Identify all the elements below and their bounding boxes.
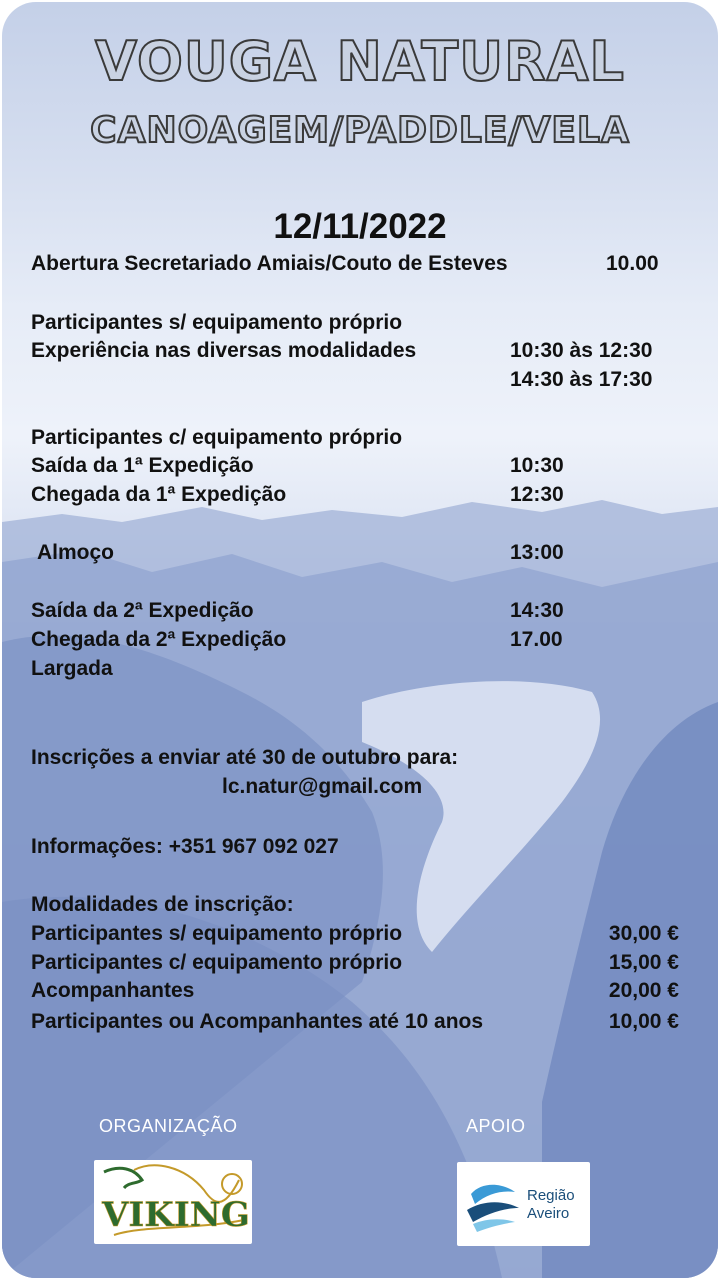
second-departure-time: 14:30	[510, 599, 564, 622]
event-title: VOUGA NATURAL	[95, 30, 625, 93]
fee-item-label: Participantes c/ equipamento próprio	[31, 951, 403, 974]
lunch-label: Almoço	[37, 541, 115, 564]
organization-label: ORGANIZAÇÃO	[99, 1116, 238, 1136]
poster	[2, 2, 718, 1278]
support-label: APOIO	[466, 1116, 526, 1136]
no-equipment-heading: Participantes s/ equipamento próprio	[31, 311, 403, 334]
viking-logo	[94, 1160, 252, 1244]
experience-time-morning: 10:30 às 12:30	[510, 339, 653, 362]
fees-heading: Modalidades de inscrição:	[31, 893, 294, 916]
second-arrival-time: 17.00	[510, 628, 563, 651]
first-departure-time: 10:30	[510, 454, 564, 477]
with-equipment-heading: Participantes c/ equipamento próprio	[31, 426, 403, 449]
opening-time: 10.00	[606, 252, 659, 275]
regiao-logo-line2: Aveiro	[527, 1205, 570, 1222]
fee-item-price: 15,00 €	[608, 951, 679, 974]
viking-logo-text: VIKING	[102, 1195, 250, 1235]
first-arrival-label: Chegada da 1ª Expedição	[31, 483, 287, 506]
second-departure-label: Saída da 2ª Expedição	[31, 599, 254, 622]
regiao-aveiro-logo	[457, 1162, 590, 1246]
fee-item-label: Participantes ou Acompanhantes até 10 anos	[31, 1010, 484, 1033]
event-subtitle: CANOAGEM/PADDLE/VELA	[90, 110, 630, 151]
fee-item-label: Participantes s/ equipamento próprio	[31, 922, 403, 945]
event-date: 12/11/2022	[273, 207, 447, 246]
first-departure-label: Saída da 1ª Expedição	[31, 454, 254, 477]
opening-label: Abertura Secretariado Amiais/Couto de Esteves	[31, 252, 508, 275]
registration-text: Inscrições a enviar até 30 de outubro para:	[31, 746, 459, 769]
second-arrival-label: Chegada da 2ª Expedição	[31, 628, 287, 651]
registration-email[interactable]: lc.natur@gmail.com	[222, 775, 423, 798]
fee-item-price: 10,00 €	[608, 1010, 679, 1033]
experience-label: Experiência nas diversas modalidades	[31, 339, 417, 362]
first-arrival-time: 12:30	[510, 483, 564, 506]
release-label: Largada	[31, 657, 113, 680]
info-phone: Informações: +351 967 092 027	[31, 835, 339, 858]
fee-item-price: 20,00 €	[608, 979, 679, 1002]
fee-item-label: Acompanhantes	[31, 979, 195, 1002]
lunch-time: 13:00	[510, 541, 564, 564]
fee-item-price: 30,00 €	[608, 922, 679, 945]
experience-time-afternoon: 14:30 às 17:30	[510, 368, 653, 391]
regiao-aveiro-logo-graphic	[457, 1162, 590, 1246]
viking-logo-graphic	[94, 1160, 252, 1244]
regiao-logo-line1: Região	[527, 1187, 575, 1204]
